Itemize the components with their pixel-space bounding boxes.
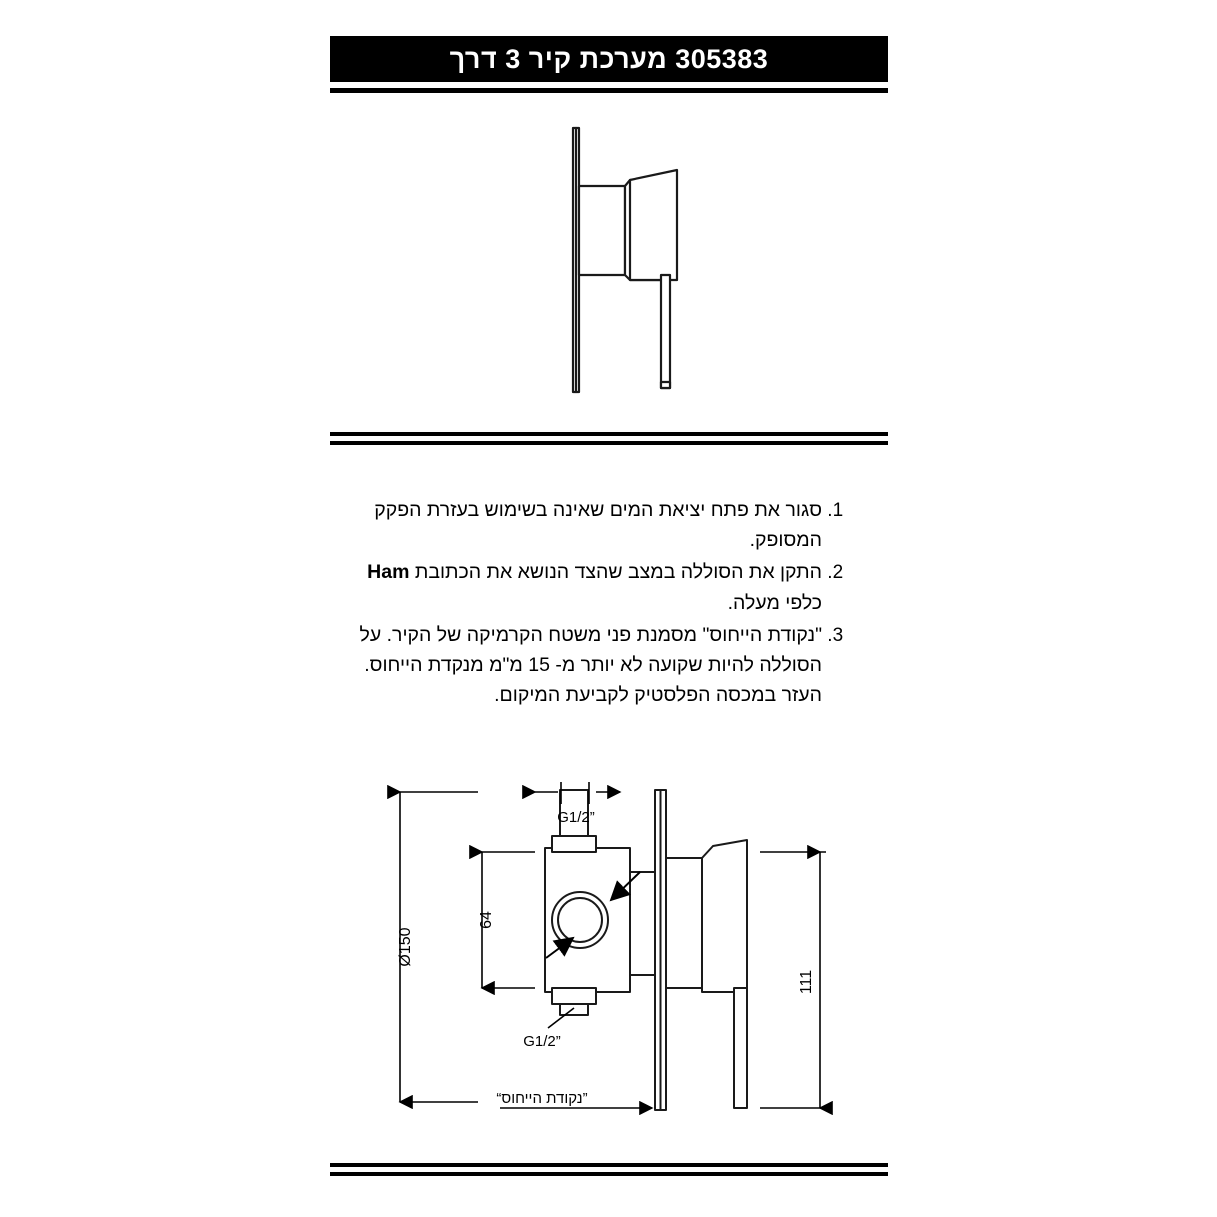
lever-shoulder — [630, 170, 677, 280]
dimension-label-handle-depth: 111 — [798, 969, 815, 995]
instruction-text-3: "נקודת הייחוס" מסמנת פני משטח הקרמיקה של הקיר. על הסוללה להיות שקועה לא יותר מ- 15 מ"מ מנקדת הייחוס. העזר במכסה הפלסטיק לקביעת המיקום. — [359, 623, 822, 707]
footer-rule-bottom — [330, 1172, 888, 1176]
technical-drawing — [330, 760, 888, 1140]
separator-rule-top — [330, 432, 888, 436]
page-title: 305383 מערכת קיר 3 דרך — [449, 43, 769, 74]
dimension-label-body-height: 64 — [478, 911, 495, 929]
thread-ring-bottom — [552, 988, 596, 1004]
list-item — [330, 495, 822, 555]
product-illustration — [330, 110, 888, 420]
title-underline-rule — [330, 88, 888, 93]
lever-shoulder-section — [702, 840, 747, 992]
instructions-block — [330, 495, 850, 713]
instruction-emphasis-ham: Ham — [367, 561, 410, 584]
thread-ring-top — [552, 836, 596, 852]
product-illustration-svg — [330, 110, 888, 420]
footer-rule-top — [330, 1163, 888, 1167]
dimension-label-plate-diameter: Ø150 — [397, 927, 414, 967]
lever-handle — [661, 275, 670, 388]
dimension-handle-depth — [760, 852, 826, 1108]
instructions-list — [330, 495, 850, 711]
instruction-text-2b: כלפי מעלה. — [727, 591, 822, 614]
instruction-text-1: סגור את פתח יציאת המים שאינה בשימוש בעזרת הפקק המסופק. — [374, 499, 822, 552]
dimension-label-thread-bottom: G1/2” — [523, 1033, 561, 1050]
valve-body — [579, 186, 625, 275]
lever-handle-section — [734, 988, 747, 1108]
list-item — [330, 620, 822, 711]
cartridge-circle-inner — [558, 898, 602, 942]
technical-drawing-svg — [330, 760, 888, 1140]
list-item — [330, 557, 822, 617]
front-cap — [666, 858, 702, 988]
dimension-label-thread-top: G1/2” — [557, 809, 595, 826]
document-title-bar — [330, 36, 888, 82]
instruction-text-2a: התקן את הסוללה במצב שהצד הנושא את הכתובת — [409, 561, 822, 584]
body-neck — [630, 872, 655, 975]
label-reference-point: ”נקודת הייחוס“ — [496, 1090, 588, 1107]
separator-rule-bottom — [330, 441, 888, 445]
